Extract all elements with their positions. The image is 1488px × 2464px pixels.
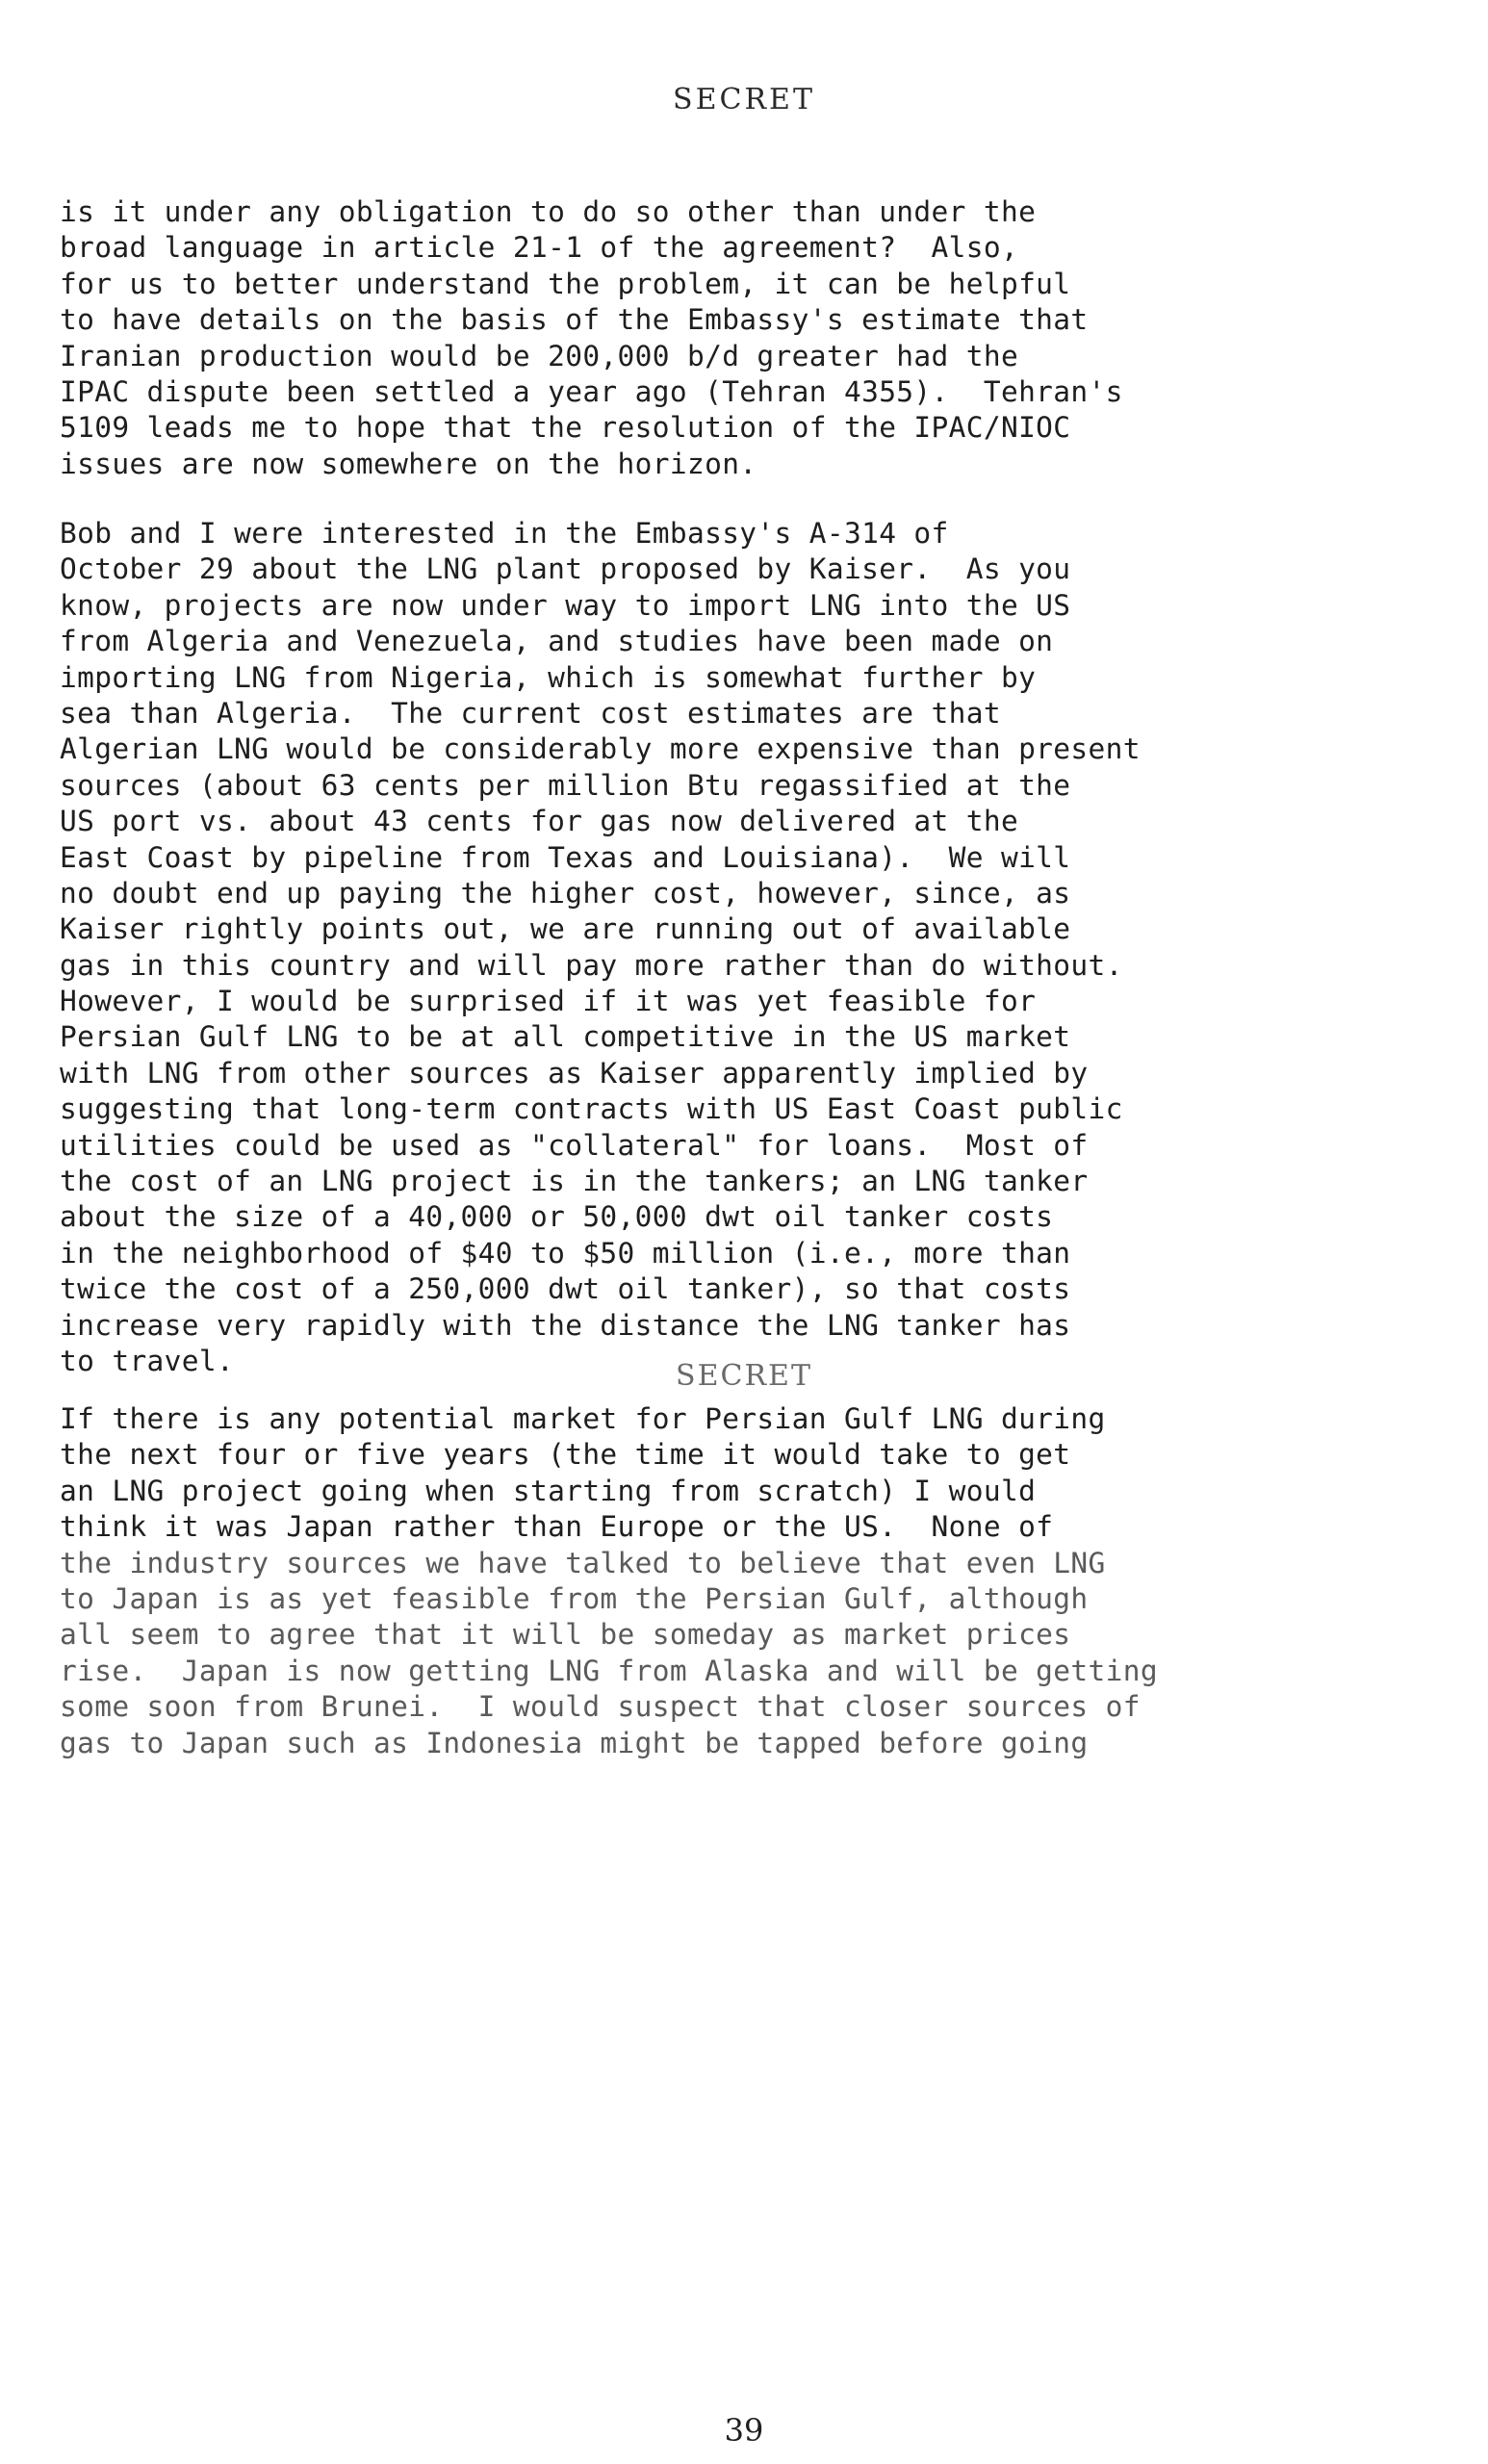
text-line: the industry sources we have talked to believe that even LNG [60,1546,1106,1579]
page-number: 39 [724,2412,764,2449]
paragraph [60,516,1426,1379]
text-line: know, projects are now under way to import LNG into the US [60,588,1071,622]
text-line: no doubt end up paying the higher cost, however, since, as [60,876,1071,910]
text-line: twice the cost of a 250,000 dwt oil tanker), so that costs [60,1272,1071,1306]
text-line: for us to better understand the problem, it can be helpful [60,267,1071,300]
text-line: the cost of an LNG project is in the tankers; an LNG tanker [60,1165,1089,1198]
text-line: Persian Gulf LNG to be at all competitive in the US market [60,1020,1071,1054]
text-line: broad language in article 21-1 of the agreement? Also, [60,231,1019,265]
text-line: rise. Japan is now getting LNG from Alaska and will be getting [60,1654,1158,1687]
classification-header: SECRET [673,83,815,116]
paragraph [60,1401,1426,1761]
text-line: to travel. [60,1344,235,1377]
text-line: about the size of a 40,000 or 50,000 dwt oil tanker costs [60,1200,1054,1234]
text-line: 5109 leads me to hope that the resolution of the IPAC/NIOC [60,411,1071,445]
text-line: importing LNG from Nigeria, which is somewhat further by [60,660,1037,694]
text-line: Kaiser rightly points out, we are running out of available [60,912,1071,946]
text-line: issues are now somewhere on the horizon. [60,447,757,480]
text-line: with LNG from other sources as Kaiser apparently implied by [60,1056,1089,1090]
text-line: However, I would be surprised if it was yet feasible for [60,985,1037,1018]
text-line: gas in this country and will pay more rather than do without. [60,948,1123,982]
text-line: October 29 about the LNG plant proposed by Kaiser. As you [60,552,1071,586]
text-line: If there is any potential market for Persian Gulf LNG during [60,1402,1106,1435]
text-line: Algerian LNG would be considerably more expensive than present [60,732,1141,766]
text-line: in the neighborhood of $40 to $50 million (i.e., more than [60,1236,1071,1270]
text-line: gas to Japan such as Indonesia might be tapped before going [60,1726,1089,1759]
text-line: increase very rapidly with the distance the LNG tanker has [60,1308,1071,1342]
text-line: to have details on the basis of the Embassy's estimate that [60,303,1089,337]
text-line: think it was Japan rather than Europe or the US. None of [60,1510,1054,1544]
paragraph [60,194,1426,482]
text-line: Bob and I were interested in the Embassy's A-314 of [60,517,949,550]
text-line: is it under any obligation to do so other than under the [60,195,1037,228]
text-line: to Japan is as yet feasible from the Persian Gulf, although [60,1581,1089,1615]
text-line: sources (about 63 cents per million Btu regassified at the [60,768,1071,802]
text-line: utilities could be used as "collateral" for loans. Most of [60,1128,1089,1162]
text-line: the next four or five years (the time it would take to get [60,1438,1071,1472]
text-line: an LNG project going when starting from scratch) I would [60,1474,1037,1507]
text-line: all seem to agree that it will be someday as market prices [60,1618,1071,1652]
text-line: sea than Algeria. The current cost estimates are that [60,696,1001,730]
text-line: US port vs. about 43 cents for gas now delivered at the [60,805,1019,838]
text-line: IPAC dispute been settled a year ago (Tehran 4355). Tehran's [60,374,1123,408]
text-line: suggesting that long-term contracts with US East Coast public [60,1092,1123,1126]
text-line: East Coast by pipeline from Texas and Louisiana). We will [60,840,1071,874]
text-line: from Algeria and Venezuela, and studies have been made on [60,625,1054,658]
text-line: some soon from Brunei. I would suspect that closer sources of [60,1690,1141,1724]
classification-footer: SECRET [676,1359,812,1393]
text-line: Iranian production would be 200,000 b/d greater had the [60,339,1019,372]
